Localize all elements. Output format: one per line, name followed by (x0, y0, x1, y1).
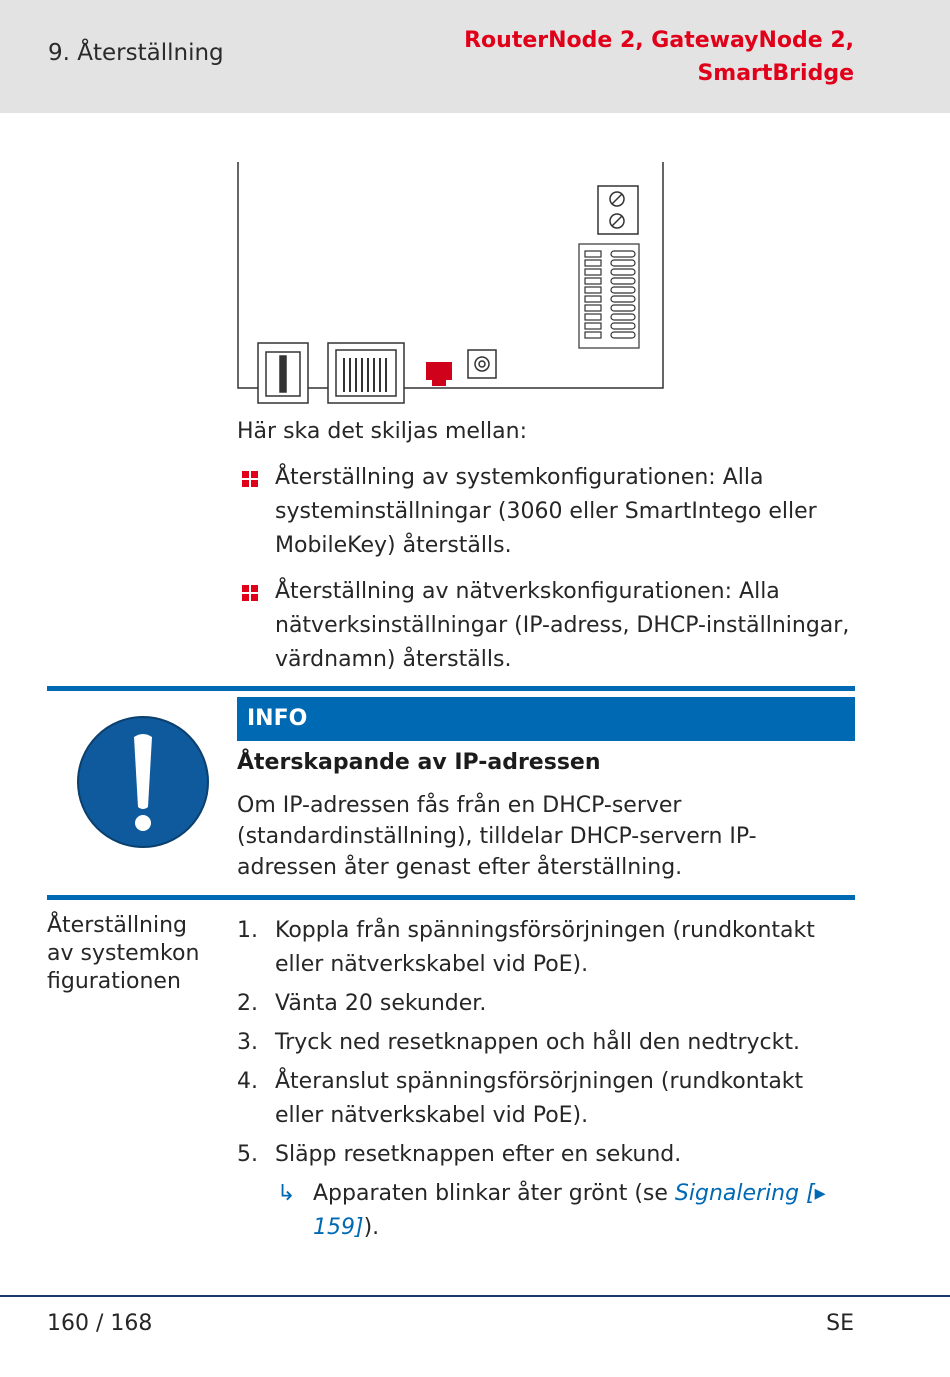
footer-divider (0, 1295, 950, 1297)
info-heading: Återskapande av IP-adressen (237, 750, 601, 775)
chapter-title: 9. Återställning (48, 40, 224, 66)
info-label: INFO (237, 697, 855, 741)
step-number: 2. (237, 991, 258, 1016)
step-item (237, 1065, 857, 1133)
list-item (237, 461, 857, 563)
list-item (237, 575, 857, 677)
step-text: Vänta 20 sekunder. (275, 991, 487, 1016)
result-text-end: ). (363, 1215, 380, 1240)
info-bottom-divider (47, 895, 855, 900)
step-text: Tryck ned resetknappen och håll den nedtryckt. (275, 1030, 800, 1055)
step-number: 3. (237, 1030, 258, 1055)
page-number: 160 / 168 (47, 1311, 153, 1336)
product-title-line-2: SmartBridge (697, 61, 854, 86)
step-item (237, 1026, 857, 1060)
info-top-divider (47, 686, 855, 691)
step-item (237, 1138, 857, 1172)
status-led (468, 350, 496, 378)
product-title (464, 24, 854, 90)
page-header (0, 0, 950, 113)
bullet-list (237, 461, 857, 689)
result-text: Apparaten blinkar åter grönt (se (313, 1181, 675, 1206)
intro-text: Här ska det skiljas mellan: (237, 419, 527, 444)
step-item (237, 914, 857, 982)
terminal-block (598, 186, 638, 234)
bullet-squares-icon (242, 471, 258, 487)
signalering-link[interactable]: Signalering (674, 1181, 800, 1206)
page-reference-link[interactable]: [▸ 159] (313, 1181, 826, 1240)
step-text: Släpp resetknappen efter en sekund. (275, 1142, 682, 1167)
reset-button (426, 362, 452, 386)
power-jack (258, 343, 308, 403)
bullet-squares-icon (242, 585, 258, 601)
pin-header (579, 244, 639, 348)
step-number: 5. (237, 1142, 258, 1167)
step-number: 1. (237, 918, 258, 943)
step-item (237, 987, 857, 1021)
bullet-text: Återställning av nätverkskonfigurationen: Alla nätverksinställningar (IP-adress, DHCP-inställningar, värdnamn) återställs. (275, 579, 850, 672)
step-text: Koppla från spänningsförsörjningen (rundkontakt eller nätverkskabel vid PoE). (275, 918, 815, 977)
step-number: 4. (237, 1069, 258, 1094)
step-result (237, 1177, 857, 1245)
device-diagram (236, 160, 666, 406)
bullet-text: Återställning av systemkonfigurationen: Alla systeminställningar (3060 eller SmartIntego eller MobileKey) återställs. (275, 465, 817, 558)
language-code: SE (826, 1311, 854, 1336)
product-title-line-1: RouterNode 2, GatewayNode 2, (464, 28, 854, 53)
ethernet-port (328, 343, 404, 403)
exclamation-icon (76, 715, 210, 849)
result-arrow-icon: ↳ (277, 1181, 296, 1206)
section-side-label: Återställning av systemkonfigurationen (47, 913, 200, 994)
step-list (237, 914, 857, 1250)
info-text: Om IP-adressen fås från en DHCP-server (standardinställning), tilldelar DHCP-servern IP-adressen åter genast efter återställning. (237, 793, 757, 880)
step-text: Återanslut spänningsförsörjningen (rundkontakt eller nätverkskabel vid PoE). (275, 1069, 804, 1128)
